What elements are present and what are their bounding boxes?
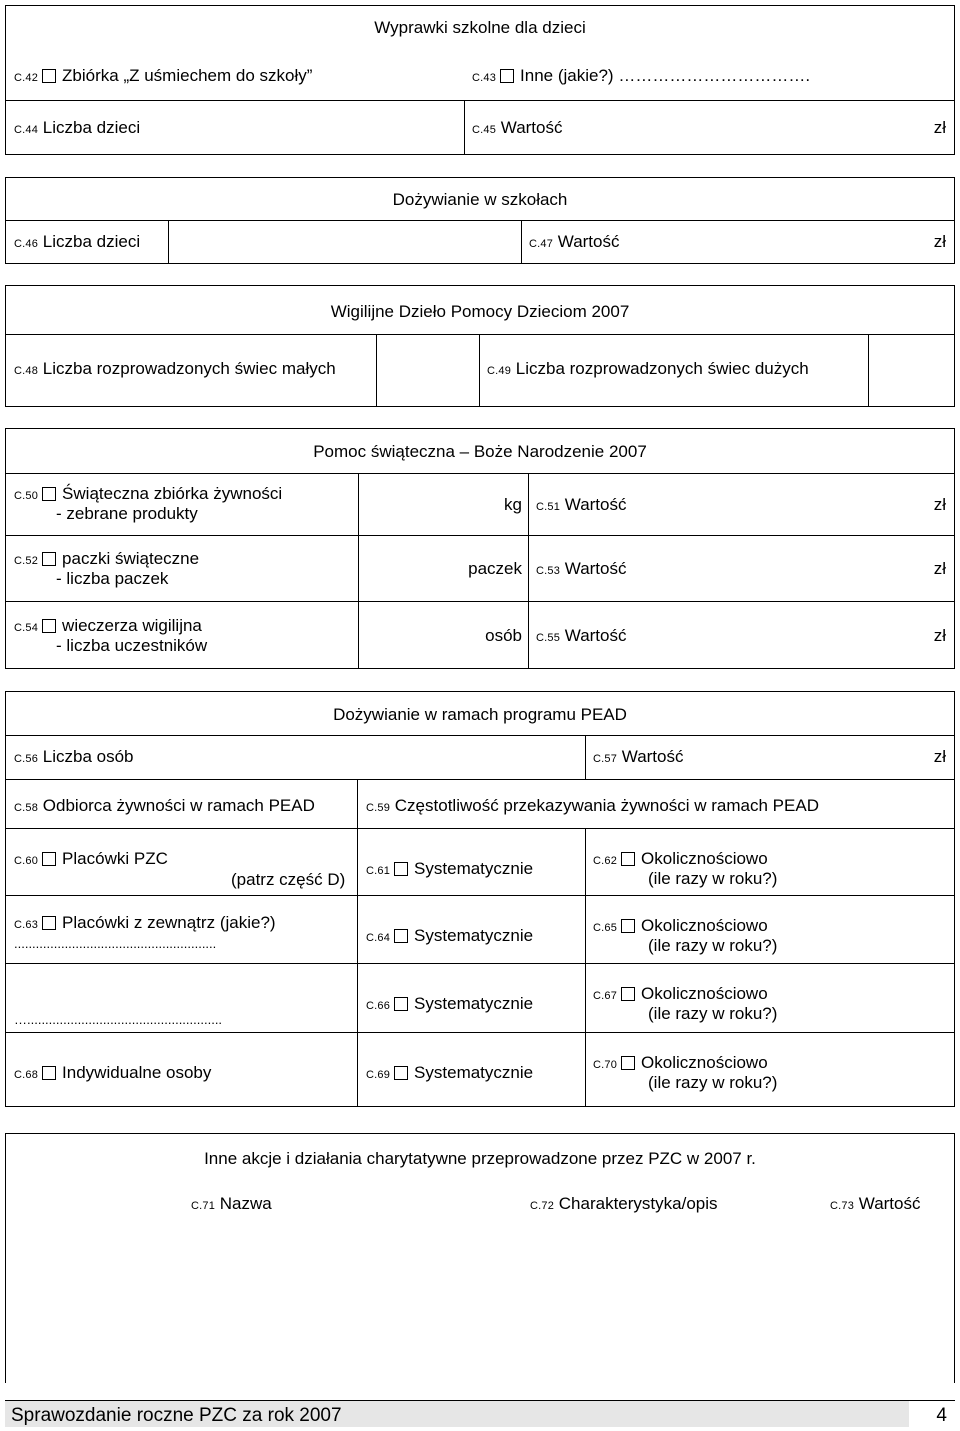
field-code: C.45: [472, 124, 497, 136]
field-sublabel: - liczba paczek: [56, 569, 169, 588]
checkbox-c68[interactable]: [42, 1066, 56, 1080]
section-pead: [5, 691, 955, 1107]
unit-label: kg: [504, 495, 522, 514]
field-label: Systematycznie: [414, 859, 534, 878]
field-label: wieczerza wigilijna: [62, 616, 202, 635]
row-c68: [6, 1032, 954, 1106]
field-label: Wartość: [500, 118, 563, 137]
checkbox-c62[interactable]: [621, 852, 635, 866]
field-sublabel: (ile razy w roku?): [648, 1073, 778, 1092]
field-c63: [14, 913, 276, 935]
field-label: Wartość: [858, 1194, 921, 1213]
checkbox-c54[interactable]: [42, 619, 56, 633]
field-label: Odbiorca żywności w ramach PEAD: [42, 796, 315, 815]
field-c68: [14, 1063, 211, 1085]
field-sublabel: (ile razy w roku?): [648, 936, 778, 955]
field-c56[interactable]: [14, 747, 134, 769]
field-c59: [366, 796, 819, 818]
checkbox-c50[interactable]: [42, 487, 56, 501]
field-code: C.58: [14, 802, 39, 814]
field-c70: [593, 1053, 768, 1075]
field-label: Placówki z zewnątrz (jakie?): [62, 913, 276, 932]
field-label: Świąteczna zbiórka żywności: [62, 484, 283, 503]
section-dozywianie-szkoly: [5, 177, 955, 264]
field-c64: [366, 926, 533, 948]
unit-label: paczek: [468, 559, 522, 578]
field-code: C.46: [14, 238, 39, 250]
field-code: C.65: [593, 922, 618, 934]
field-c61: [366, 859, 533, 881]
field-label: Charakterystyka/opis: [558, 1194, 718, 1213]
field-c65: [593, 916, 768, 938]
currency-unit: zł: [933, 495, 946, 514]
field-label: Okolicznościowo: [641, 849, 768, 868]
field-sublabel: (ile razy w roku?): [648, 1004, 778, 1023]
field-label: Okolicznościowo: [641, 984, 768, 1003]
field-code: C.50: [14, 490, 39, 502]
field-sublabel: (ile razy w roku?): [648, 869, 778, 888]
row-c63: [6, 895, 954, 963]
field-c69: [366, 1063, 533, 1085]
section-wyprawki: [5, 5, 955, 155]
field-code: C.44: [14, 124, 39, 136]
field-c51[interactable]: [536, 495, 627, 517]
field-c58: [14, 796, 315, 818]
row-c48-c49: [6, 334, 954, 406]
field-label: Okolicznościowo: [641, 1053, 768, 1072]
column-c71: [191, 1194, 272, 1216]
field-c48[interactable]: [14, 359, 336, 381]
field-code: C.72: [530, 1200, 555, 1212]
checkbox-c63[interactable]: [42, 916, 56, 930]
field-c57[interactable]: [593, 747, 684, 769]
field-code: C.51: [536, 501, 561, 513]
section-title: Dożywianie w szkołach: [392, 190, 568, 209]
field-code: C.71: [191, 1200, 216, 1212]
field-c67: [593, 984, 768, 1006]
unit-label: osób: [485, 626, 522, 645]
field-code: C.62: [593, 855, 618, 867]
row-c42-c43: [6, 64, 954, 100]
field-code: C.68: [14, 1069, 39, 1081]
currency-unit: zł: [933, 118, 946, 137]
field-label: Wartość: [557, 232, 620, 251]
field-code: C.42: [14, 72, 39, 84]
checkbox-c67[interactable]: [621, 987, 635, 1001]
field-code: C.49: [487, 365, 512, 377]
field-c55[interactable]: [536, 626, 627, 648]
field-label: Liczba rozprowadzonych świec małych: [42, 359, 336, 378]
column-c73: [830, 1194, 921, 1216]
field-code: C.56: [14, 753, 39, 765]
row-c52-c53: [6, 535, 954, 601]
section-title: Dożywianie w ramach programu PEAD: [333, 705, 627, 724]
field-c62: [593, 849, 768, 871]
field-label: Zbiórka „Z uśmiechem do szkoły”: [62, 66, 313, 85]
field-c54: [14, 616, 202, 638]
field-label: Wartość: [621, 747, 684, 766]
field-label: Liczba dzieci: [42, 232, 141, 251]
columns-header: [6, 1192, 954, 1222]
checkbox-c42[interactable]: [42, 69, 56, 83]
field-code: C.55: [536, 632, 561, 644]
field-code: C.67: [593, 990, 618, 1002]
checkbox-c61[interactable]: [394, 862, 408, 876]
footer-title: Sprawozdanie roczne PZC za rok 2007: [5, 1401, 909, 1427]
field-label: Wartość: [564, 626, 627, 645]
row-c46-c47: [6, 220, 954, 264]
field-code: C.73: [830, 1200, 855, 1212]
field-code: C.60: [14, 855, 39, 867]
currency-unit: zł: [933, 626, 946, 645]
field-c53[interactable]: [536, 559, 627, 581]
field-label: Systematycznie: [414, 926, 534, 945]
page-number: 4: [936, 1405, 947, 1426]
field-c52: [14, 549, 199, 571]
checkbox-c60[interactable]: [42, 852, 56, 866]
field-label: Wartość: [564, 559, 627, 578]
section-wigilijne-dzielo: [5, 285, 955, 407]
field-label: Liczba dzieci: [42, 118, 141, 137]
field-label: Częstotliwość przekazywania żywności w ramach PEAD: [394, 796, 819, 815]
field-label: Wartość: [564, 495, 627, 514]
field-c43: [472, 66, 810, 88]
section-title: Wigilijne Dzieło Pomocy Dzieciom 2007: [330, 302, 630, 321]
field-label: Placówki PZC: [62, 849, 168, 868]
field-code: C.69: [366, 1069, 391, 1081]
field-code: C.43: [472, 72, 497, 84]
field-code: C.64: [366, 932, 391, 944]
section-title: Inne akcje i działania charytatywne przeprowadzone przez PZC w 2007 r.: [204, 1149, 756, 1168]
field-c49[interactable]: [487, 359, 809, 381]
checkbox-c66[interactable]: [394, 997, 408, 1011]
field-code: C.53: [536, 565, 561, 577]
page-footer: [5, 1400, 955, 1427]
field-label: Okolicznościowo: [641, 916, 768, 935]
section-pomoc-swiateczna: [5, 428, 955, 669]
row-c44-c45: [6, 100, 954, 154]
field-c60: [14, 849, 168, 871]
section-inne-akcje: [5, 1133, 955, 1383]
section-title: Wyprawki szkolne dla dzieci: [374, 18, 586, 37]
checkbox-c43[interactable]: [500, 69, 514, 83]
currency-unit: zł: [933, 232, 946, 251]
row-c50-c51: [6, 473, 954, 535]
field-label: Liczba rozprowadzonych świec dużych: [515, 359, 809, 378]
field-sublabel: - zebrane produkty: [56, 504, 198, 523]
field-c50: [14, 484, 282, 506]
field-code: C.66: [366, 1000, 391, 1012]
field-code: C.57: [593, 753, 618, 765]
checkbox-c65[interactable]: [621, 919, 635, 933]
field-label: Inne (jakie?) …………………………….: [520, 66, 811, 85]
field-code: C.52: [14, 555, 39, 567]
currency-unit: zł: [933, 559, 946, 578]
column-c72: [530, 1194, 718, 1216]
currency-unit: zł: [933, 747, 946, 766]
row-c58-c59: [6, 779, 954, 828]
fill-in-dots[interactable]: ........................................................: [14, 936, 217, 951]
field-c47[interactable]: [529, 232, 620, 254]
field-label: Systematycznie: [414, 1063, 534, 1082]
checkbox-c52[interactable]: [42, 552, 56, 566]
field-c42: [14, 66, 312, 88]
fill-in-dots[interactable]: …......................................................: [14, 1012, 223, 1027]
field-code: C.61: [366, 865, 391, 877]
field-code: C.59: [366, 802, 391, 814]
row-c66: [6, 963, 954, 1032]
field-c45[interactable]: [472, 118, 563, 140]
field-label: Nazwa: [219, 1194, 272, 1213]
field-code: C.63: [14, 919, 39, 931]
field-label: Indywidualne osoby: [62, 1063, 212, 1082]
checkbox-c70[interactable]: [621, 1056, 635, 1070]
field-label: Liczba osób: [42, 747, 134, 766]
field-note: (patrz część D): [231, 870, 346, 889]
field-code: C.54: [14, 622, 39, 634]
row-c60: [6, 828, 954, 895]
field-code: C.48: [14, 365, 39, 377]
section-title: Pomoc świąteczna – Boże Narodzenie 2007: [313, 442, 647, 461]
field-c44[interactable]: [14, 118, 140, 140]
row-c54-c55: [6, 601, 954, 668]
field-code: C.47: [529, 238, 554, 250]
checkbox-c69[interactable]: [394, 1066, 408, 1080]
field-code: C.70: [593, 1059, 618, 1071]
field-label: Systematycznie: [414, 994, 534, 1013]
field-c66: [366, 994, 533, 1016]
field-label: paczki świąteczne: [62, 549, 200, 568]
checkbox-c64[interactable]: [394, 929, 408, 943]
row-c56-c57: [6, 735, 954, 779]
field-c46[interactable]: [14, 232, 140, 254]
field-sublabel: - liczba uczestników: [56, 636, 208, 655]
